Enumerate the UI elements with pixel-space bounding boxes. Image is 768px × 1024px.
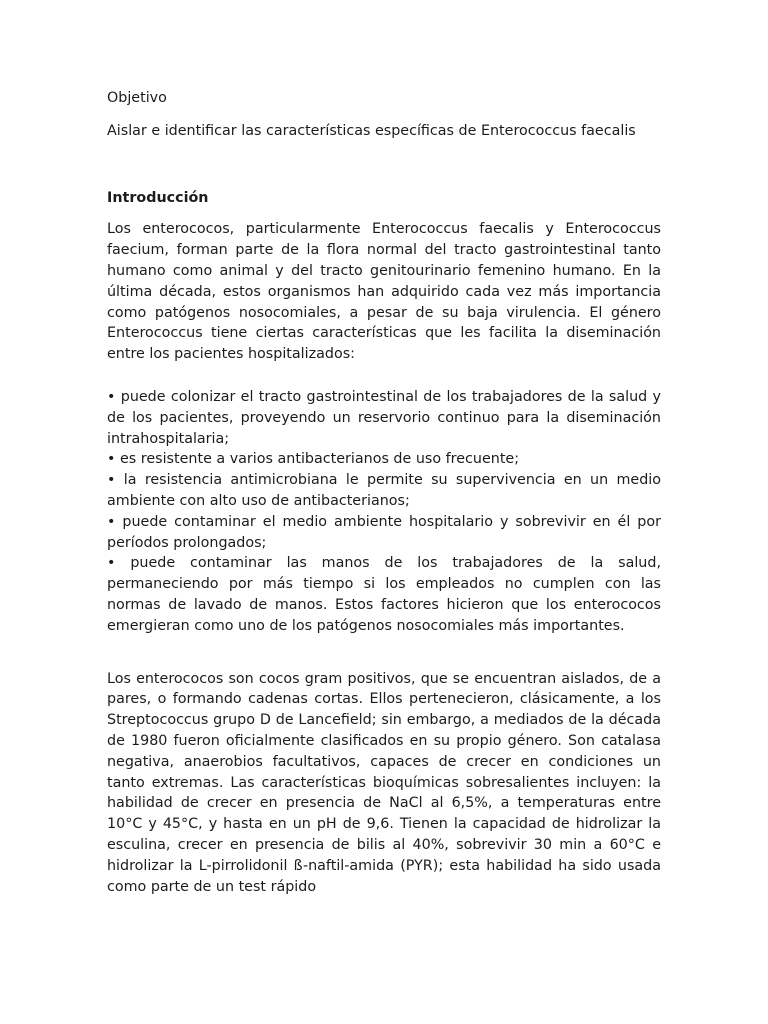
list-item: • puede contaminar el medio ambiente hospitalario y sobrevivir en él por períodos prolongados; <box>107 513 661 551</box>
document-page <box>107 88 661 897</box>
introduction-paragraph-2: Los enterococos son cocos gram positivos, que se encuentran aislados, de a pares, o formando cadenas cortas. Ellos pertenecieron, clásicamente, a los Streptococcus grupo D de Lancefield; sin embargo, a mediados de la década de 1980 fueron oficialmente clasificados en su propio género. Son catalasa negativa, anaerobios facultativos, capaces de crecer en condiciones un tanto extremas. Las características bioquímicas sobresalientes incluyen: la habilidad de crecer en presencia de NaCl al 6,5%, a temperaturas entre 10°C y 45°C, y hasta en un pH de 9,6. Tienen la capacidad de hidrolizar la esculina, crecer en presencia de bilis al 40%, sobrevivir 30 min a 60°C e hidrolizar la L-pirrolidonil ß-naftil-amida (PYR); esta habilidad ha sido usada como parte de un test rápido <box>107 670 661 895</box>
list-item: • puede colonizar el tracto gastrointestinal de los trabajadores de la salud y de los pacientes, proveyendo un reservorio continuo para la diseminación intrahospitalaria; <box>107 388 661 447</box>
bullet-list <box>107 387 661 637</box>
list-item: • la resistencia antimicrobiana le permite su supervivencia en un medio ambiente con alto uso de antibacterianos; <box>107 472 661 509</box>
objective-heading: Objetivo <box>107 90 167 106</box>
introduction-heading: Introducción <box>107 189 209 206</box>
introduction-paragraph-1: Los enterococos, particularmente Enterococcus faecalis y Enterococcus faecium, forman parte de la flora normal del tracto gastrointestinal tanto humano como animal y del tracto genitourinario femenino humano. En la última década, estos organismos han adquirido cada vez más importancia como patógenos nosocomiales, a pesar de su baja virulencia. El género Enterococcus tiene ciertas características que les facilita la diseminación entre los pacientes hospitalizados: <box>107 221 661 363</box>
objective-text: Aislar e identificar las características específicas de Enterococcus faecalis <box>107 122 636 139</box>
list-item: • es resistente a varios antibacterianos de uso frecuente; <box>107 451 520 468</box>
list-item: • puede contaminar las manos de los trabajadores de la salud, permaneciendo por más tiempo si los empleados no cumplen con las normas de lavado de manos. Estos factores hicieron que los enterococos emergieran como uno de los patógenos nosocomiales más importantes. <box>107 555 661 634</box>
